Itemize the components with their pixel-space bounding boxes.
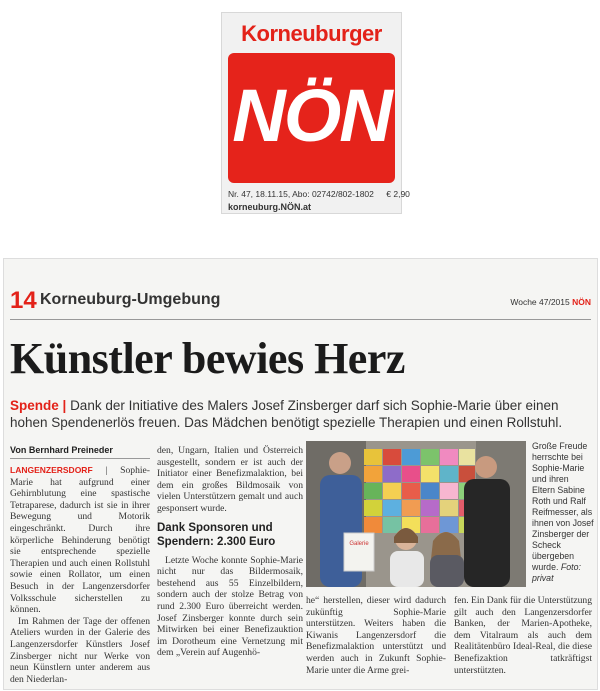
masthead: [221, 12, 410, 214]
photo-sign-text: Galerie: [349, 541, 369, 547]
column-1-paragraph-2: Im Rahmen der Tage der offenen Ateliers wurden in der Galerie des Langenzersdorfer Künstlers Josef Zinsberger nicht nur Werke von neun Künstlern unter anderem aus den Niederlan-: [10, 615, 150, 685]
headline: Künstler bewies Herz: [10, 334, 405, 383]
article-clipping: [3, 258, 598, 690]
issue-number: Nr. 47, 18.11.15, Abo: 02742/802-1802: [228, 189, 374, 199]
noen-logo: NÖN: [232, 74, 391, 157]
dateline: LANGENZERSDORF: [10, 465, 93, 475]
column-2-paragraph-2: Letzte Woche konnte Sophie-Marie nicht nur das Bildermosaik, bestehend aus 55 Einzelbildern, sondern auch der stolze Betrag von rund 2.300 Euro überreicht werden. Josef Zinsberger konnte durch sein Mitwirken bei einer Benefizauktion im Dorotheum eine Vernetzung mit dem „Verein auf Augenhö-: [157, 554, 303, 659]
week-label: [510, 297, 591, 307]
issue-price: € 2,90: [386, 189, 410, 199]
photo-illustration: [306, 441, 526, 587]
section-title: Korneuburg-Umgebung: [40, 291, 221, 308]
week-text: Woche 47/2015: [510, 297, 570, 307]
lead-text: Dank der Initiative des Malers Josef Zinsberger darf sich Sophie-Marie über einen hohen Spendenerlös freuen. Das Mädchen benötigt spezielle Therapien und einen Rollstuhl.: [10, 398, 563, 430]
column-2-paragraph-1: den, Ungarn, Italien und Österreich ausgestellt, sondern er ist auch der Initiator einer Benefizmalaktion, bei dem ein großes Bildmosaik von vielen Unterstützern gemalt und auch gesponsert wurde.: [157, 445, 303, 514]
column-1-paragraph-1: | Sophie-Marie hat aufgrund einer Gehirnblutung eine spastische Tetraparese, dadurch ist sie in ihrer Bewegung und Motorik eingeschränkt. Durch ihre körperliche Behinderung benötigt sie entsprechende spezielle Therapien und auch einen Rollstuhl sowie einen Rollator, um einen Besuch in der Langenzersdorfer Volksschule sicherstellen zu können.: [10, 465, 150, 616]
lead-paragraph: [10, 397, 592, 431]
lead-keyword: Spende |: [10, 398, 67, 413]
masthead-site: korneuburg.NÖN.at: [228, 202, 312, 212]
column-2: [157, 445, 303, 659]
subheadline: Dank Sponsoren und Spendern: 2.300 Euro: [157, 521, 276, 548]
column-3: he“ herstellen, dieser wird dadurch zukünftig Sophie-Marie unterstützen. Weiters haben die Kiwanis Langenzersdorf die Benefizmalaktion unterstützt und werden auch in Zukunft Sophie-Marie unter die Arme grei-: [306, 595, 446, 676]
caption-text: Große Freude herrschte bei Sophie-Marie und ihren Eltern Sabine Roth und Ralf Reifmesser, als ihnen von Josef Zinsberger der Scheck übergeben wurde.: [532, 441, 594, 572]
header-rule: [10, 319, 591, 320]
masthead-brand: Korneuburger: [241, 21, 382, 46]
column-1: [10, 465, 150, 685]
noen-logo-box: [228, 53, 395, 183]
photo-caption: [532, 441, 594, 584]
week-brand: NÖN: [572, 297, 591, 307]
article-photo: [306, 441, 526, 587]
photo-credit: Foto: privat: [532, 562, 581, 583]
issue-info: [228, 189, 410, 199]
column-4: fen. Ein Dank für die Unterstützung gilt auch den Langenzersdorfer Banken, der Marien-Apotheke, dem Vitalraum als auch dem Realitätenbüro Ideal-Real, die diese Benefizaktion tatkräftigst unterstützten.: [454, 595, 593, 676]
page-number: 14: [10, 287, 37, 314]
byline: Von Bernhard Preineder: [10, 445, 150, 459]
